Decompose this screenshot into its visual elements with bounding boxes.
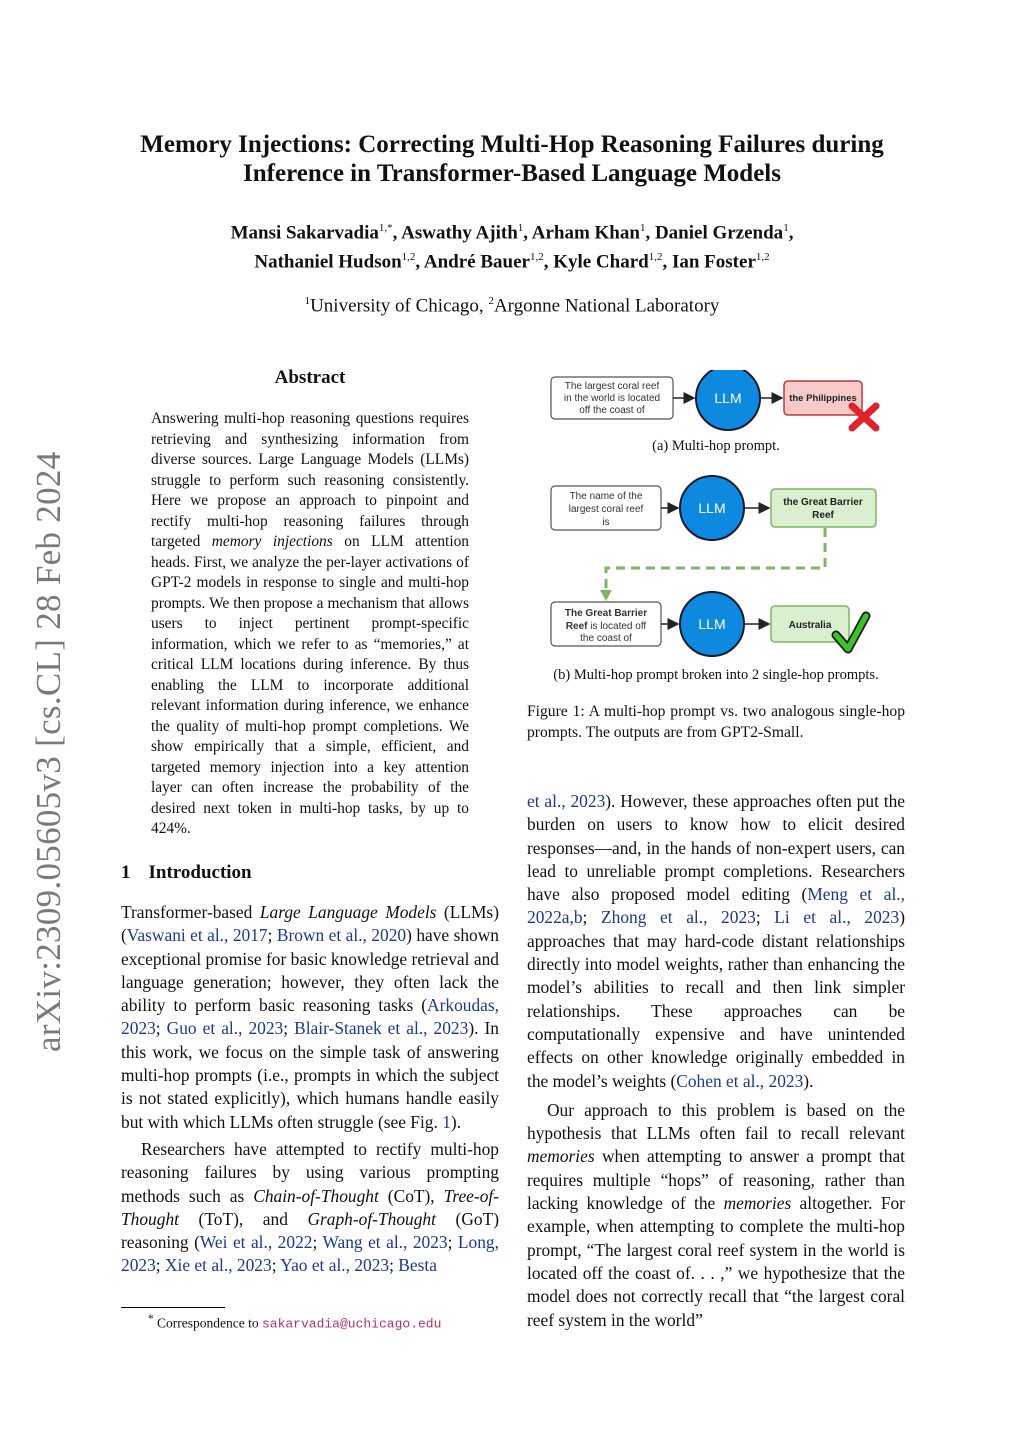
left-column-body	[121, 901, 499, 1278]
svg-text:The name of the: The name of the	[569, 491, 643, 502]
footnote-rule	[121, 1307, 225, 1308]
right-column-body	[527, 790, 905, 1332]
affiliations: $^1$University of Chicago, $^2$Argonne National Laboratory	[304, 295, 720, 317]
email-link[interactable]: sakarvadia@uchicago.edu	[261, 1316, 442, 1332]
citation-link[interactable]: et al., 2023	[527, 791, 606, 811]
citation-link[interactable]: Blair-Stanek et al., 2023	[294, 1018, 469, 1039]
author-name: Aswathy Ajith	[401, 222, 518, 244]
svg-text:The largest coral reef: The largest coral reef	[564, 381, 660, 392]
title-line-1: Memory Injections: Correcting Multi-Hop Reasoning Failures during	[140, 131, 884, 158]
svg-text:is: is	[602, 517, 610, 528]
paragraph: et al., 2023). However, these approaches often put the burden on users to know how to elicit desired responses—and, in the hands of non-expert users, can lead to unreliable prompt completions. Researchers have also proposed model editing (Meng et al., 2022a,b; Zhong et al., 2023; Li et al., 2023) approaches that may hard-code distant relationships directly into model weights, rather than enhancing the model’s abilities to recall and then link simpler relationships. These approaches can be computationally expensive and have unintended effects on other knowledge originally embedded in the model’s weights (Cohen et al., 2023).	[527, 791, 905, 1091]
dashed-arrowhead	[600, 590, 612, 601]
svg-text:the coast of: the coast of	[580, 633, 632, 644]
author-name: Kyle Chard	[553, 251, 649, 273]
svg-text:Australia: Australia	[788, 620, 832, 631]
abstract-text: Answering multi-hop reasoning questions requires retrieving and synthesizing information from diverse sources. Large Language Models (LLMs) struggle to perform such reasoning consistently. Here we propose an approach to pinpoint and rectify multi-hop reasoning failures through targeted memory injections on LLM attention heads. First, we analyze the per-layer activations of GPT-2 models in response to single and multi-hop prompts. We then propose a mechanism that allows users to inject pertinent prompt-specific information, which we refer to as “memories,” at critical LLM locations during inference. By thus enabling the LLM to incorporate additional relevant information during inference, we enhance the quality of multi-hop prompt completions. We show empirically that a simple, efficient, and targeted memory injection into a key attention layer can often increase the probability of the desired next token in multi-hop tasks, by up to 424%.	[151, 410, 469, 837]
author-name: Mansi Sakarvadia	[230, 222, 379, 244]
figure-1-caption: Figure 1: A multi-hop prompt vs. two analogous single-hop prompts. The outputs are from GPT2-Small.	[527, 703, 905, 741]
citation-link[interactable]: Vaswani et al., 2017	[126, 925, 268, 946]
svg-text:Reef: Reef	[812, 510, 834, 521]
paragraph: Our approach to this problem is based on the hypothesis that LLMs often fail to recall relevant memories when attempting to answer a prompt that requires multiple “hops” of reasoning, rather than lacking knowledge of the memories altogether. For example, when attempting to complete the multi-hop prompt, “The largest coral reef system in the world is located off the coast of. . . ,” we hypothesize that the model does not correctly recall that “the largest coral reef system in the world”	[527, 1099, 905, 1330]
author-name: André Bauer	[423, 251, 530, 273]
svg-text:LLM: LLM	[698, 500, 726, 516]
citation-link[interactable]: Wei et al., 2022	[199, 1232, 313, 1253]
citation-link[interactable]: Yao et al., 2023	[280, 1255, 390, 1276]
author-list: Mansi Sakarvadia$^{1,*}$, Aswathy Ajith$^1$, Arham Khan$^1$, Daniel Grzenda$^1$, Nathaniel Hudson$^{1,2}$, André Bauer$^{1,2}$, Kyle Chard$^{1,2}$, Ian Foster$^{1,2}$	[230, 222, 794, 273]
intermediate-output-box	[771, 489, 876, 527]
subfigure-b-caption: (b) Multi-hop prompt broken into 2 single-hop prompts.	[553, 667, 879, 683]
subfigure-a-caption: (a) Multi-hop prompt.	[652, 438, 780, 454]
svg-text:in the world is located: in the world is located	[563, 393, 661, 404]
svg-text:LLM: LLM	[714, 390, 742, 406]
author-name: Daniel Grzenda	[654, 222, 784, 244]
author-name: Ian Foster	[671, 251, 756, 273]
title-line-2: Inference in Transformer-Based Language Models	[243, 160, 781, 187]
author-name: Arham Khan	[531, 222, 640, 244]
citation-link[interactable]: Brown et al., 2020	[276, 925, 407, 946]
figure-reference-link[interactable]: 1	[442, 1111, 451, 1132]
svg-text:The Great Barrier: The Great Barrier	[564, 608, 648, 619]
svg-text:the Great Barrier: the Great Barrier	[783, 497, 863, 508]
svg-text:the Philippines: the Philippines	[789, 393, 857, 404]
citation-link[interactable]: Meng et al., 2022a,b	[527, 884, 905, 928]
svg-text:off the coast of: off the coast of	[579, 405, 645, 416]
section-heading-introduction: 1 Introduction	[121, 862, 252, 883]
author-name: Nathaniel Hudson	[254, 251, 402, 273]
citation-link[interactable]: Cohen et al., 2023	[676, 1070, 804, 1091]
svg-text:Reef is located off: Reef is located off	[565, 621, 647, 632]
arxiv-identifier: arXiv:2309.05605v3 [cs.CL] 28 Feb 2024	[29, 451, 68, 1052]
citation-link[interactable]: Wang et al., 2023	[322, 1232, 448, 1253]
figure-1-diagram	[540, 370, 900, 690]
paragraph: Researchers have attempted to rectify multi-hop reasoning failures by using various prompting methods such as Chain-of-Thought (CoT), Tree-of-Thought (ToT), and Graph-of-Thought (GoT) reasoning (Wei et al., 2022; Wang et al., 2023; Long, 2023; Xie et al., 2023; Yao et al., 2023; Besta	[121, 1138, 500, 1276]
citation-link[interactable]: Zhong et al., 2023	[601, 907, 756, 928]
paragraph: Transformer-based Large Language Models (LLMs) (Vaswani et al., 2017; Brown et al., 2020) have shown exceptional promise for basic knowledge retrieval and language generation; however, they often lack the ability to perform basic reasoning tasks (Arkoudas, 2023; Guo et al., 2023; Blair-Stanek et al., 2023). In this work, we focus on the simple task of answering multi-hop prompts (i.e., prompts in which the subject is not stated explicitly), which humans handle easily but with which LLMs often struggle (see Fig. 1).	[121, 902, 499, 1132]
citation-link[interactable]: Arkoudas, 2023	[121, 995, 499, 1039]
citation-link[interactable]: Besta	[398, 1255, 437, 1276]
svg-text:LLM: LLM	[698, 616, 726, 632]
citation-link[interactable]: Xie et al., 2023	[164, 1255, 272, 1276]
citation-link[interactable]: Long, 2023	[121, 1232, 499, 1276]
citation-link[interactable]: Li et al., 2023	[774, 907, 900, 928]
abstract-heading: Abstract	[274, 367, 346, 388]
footnote: * Correspondence to sakarvadia@uchicago.edu	[148, 1313, 442, 1332]
paper-title	[100, 130, 924, 188]
svg-text:largest coral reef: largest coral reef	[568, 504, 644, 515]
citation-link[interactable]: Guo et al., 2023	[166, 1018, 284, 1039]
cross-icon	[852, 406, 876, 428]
